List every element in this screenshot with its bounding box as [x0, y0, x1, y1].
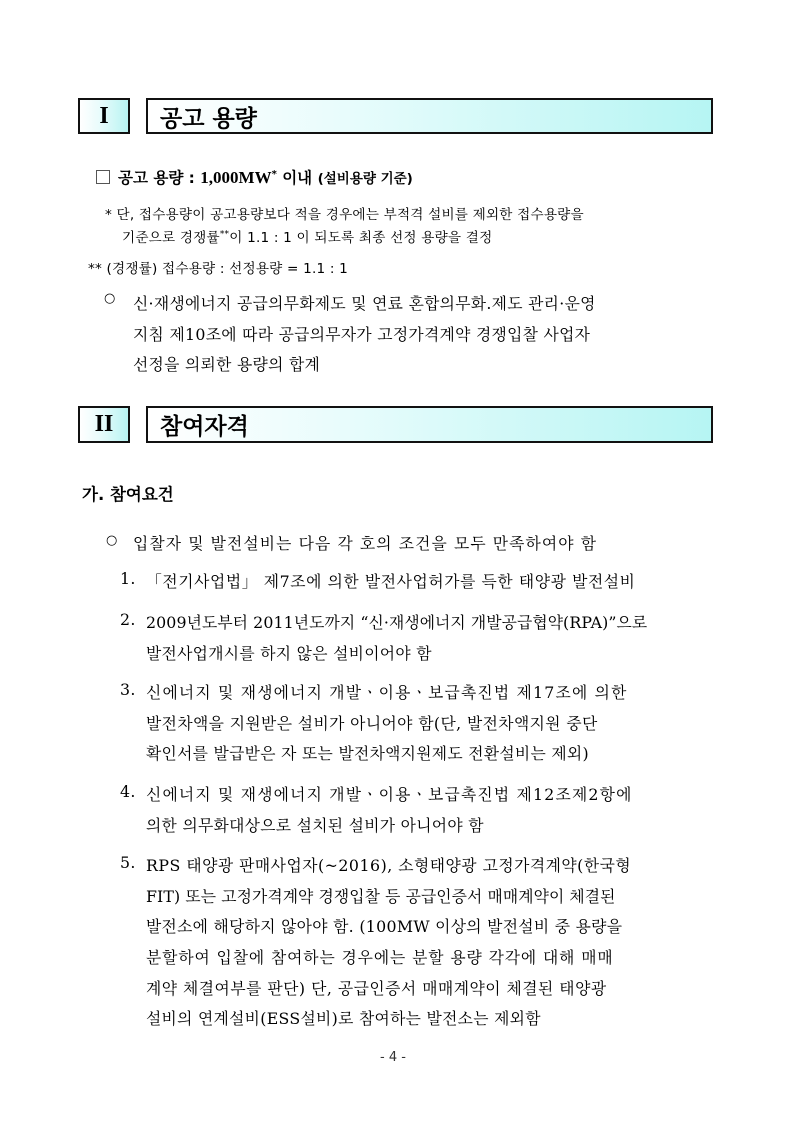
capacity-footnote-mark: * — [271, 168, 277, 180]
page-number: - 4 - — [380, 1050, 406, 1065]
item-3-line-3: 확인서를 발급받은 자 또는 발전차액지원제도 전환설비는 제외) — [146, 744, 589, 763]
footnote-2 — [88, 257, 348, 277]
item-1-number: 1. — [120, 569, 136, 588]
footnote-1-line-2b: 이 1.1 : 1 이 되도록 최종 선정 용량을 결정 — [229, 230, 493, 246]
section-title-1 — [146, 98, 713, 134]
bullet-1-line-1 — [133, 291, 718, 314]
item-4-line-1: 신에너지 및 재생에너지 개발ㆍ이용ㆍ보급촉진법 제12조제2항에 — [146, 785, 633, 804]
bullet-1-line-3 — [133, 352, 320, 375]
footnote-1-line-2a: 기준으로 경쟁률 — [122, 230, 220, 246]
footnote-2-text: ** (경쟁률) 접수용량 : 선정용량 = 1.1 : 1 — [88, 261, 349, 277]
item-3-number: 3. — [120, 680, 136, 699]
footnote-1-line-1 — [105, 203, 718, 223]
section-number-2-text: II — [94, 411, 114, 437]
item-5-number: 5. — [120, 853, 136, 872]
checkbox-icon — [96, 170, 110, 184]
capacity-suffix: 이내 — [276, 169, 318, 187]
item-2-line-1: 2009년도부터 2011년도까지 “신·재생에너지 개발공급협약(RPA)”으로 — [146, 613, 648, 632]
item-2-line-2: 발전사업개시를 하지 않은 설비이어야 함 — [146, 644, 432, 663]
capacity-value: 1,000MW — [200, 168, 272, 187]
item-4-number: 4. — [120, 782, 136, 801]
section-number-1 — [78, 98, 130, 134]
subheading-requirements: 가. 참여요건 — [82, 485, 174, 504]
item-5-line-2: FIT) 또는 고정가격계약 경쟁입찰 등 공급인증서 매매계약이 체결된 — [146, 887, 616, 906]
capacity-basis: (설비용량 기준) — [317, 171, 413, 187]
section-number-1-text: I — [99, 102, 109, 129]
section-title-2 — [146, 406, 713, 443]
capacity-label: 공고 용량 : — [118, 169, 201, 187]
bullet-marker-1: ○ — [104, 291, 116, 306]
item-5-line-3: 발전소에 해당하지 않아야 함. (100MW 이상의 발전설비 중 용량을 — [146, 917, 623, 936]
item-4-line-2: 의한 의무화대상으로 설치된 설비가 아니어야 함 — [146, 816, 484, 835]
item-3-line-2: 발전차액을 지원받은 설비가 아니어야 함(단, 발전차액지원 중단 — [146, 714, 598, 733]
footnote-1-line-2 — [122, 226, 492, 246]
item-1-line-1: 「전기사업법」 제7조에 의한 발전사업허가를 득한 태양광 발전설비 — [146, 572, 636, 591]
section-title-2-text: 참여자격 — [160, 414, 249, 440]
section-title-1-text: 공고 용량 — [160, 105, 257, 132]
item-5-line-4: 분할하여 입찰에 참여하는 경우에는 분할 용량 각각에 대해 매매 — [146, 948, 614, 967]
section-number-2 — [78, 406, 130, 443]
bullet-1-line-2 — [133, 322, 718, 345]
bullet-1-line-2-text: 지침 제10조에 따라 공급의무자가 고정가격계약 경쟁입찰 사업자 — [133, 325, 591, 344]
intro-bullet-text: 입찰자 및 발전설비는 다음 각 호의 조건을 모두 만족하여야 함 — [133, 534, 598, 553]
item-5-line-6: 설비의 연계설비(ESS설비)로 참여하는 발전소는 제외함 — [146, 1009, 541, 1028]
capacity-line — [96, 166, 413, 188]
item-5-line-1: RPS 태양광 판매사업자(~2016), 소형태양광 고정가격계약(한국형 — [146, 856, 632, 875]
footnote-1-line-1-text: * 단, 접수용량이 공고용량보다 적을 경우에는 부적격 설비를 제외한 접수용량을 — [105, 207, 584, 223]
item-3-line-1: 신에너지 및 재생에너지 개발ㆍ이용ㆍ보급촉진법 제17조에 의한 — [146, 683, 628, 702]
intro-bullet-marker: ○ — [106, 533, 118, 548]
bullet-1-line-3-text: 선정을 의뢰한 용량의 합계 — [133, 355, 321, 374]
item-5-line-5: 계약 체결여부를 판단) 단, 공급인증서 매매계약이 체결된 태양광 — [146, 979, 607, 998]
item-2-number: 2. — [120, 610, 136, 629]
bullet-1-line-1-text: 신·재생에너지 공급의무화제도 및 연료 혼합의무화.제도 관리·운영 — [133, 294, 596, 313]
footnote-2-mark: ** — [219, 229, 230, 240]
